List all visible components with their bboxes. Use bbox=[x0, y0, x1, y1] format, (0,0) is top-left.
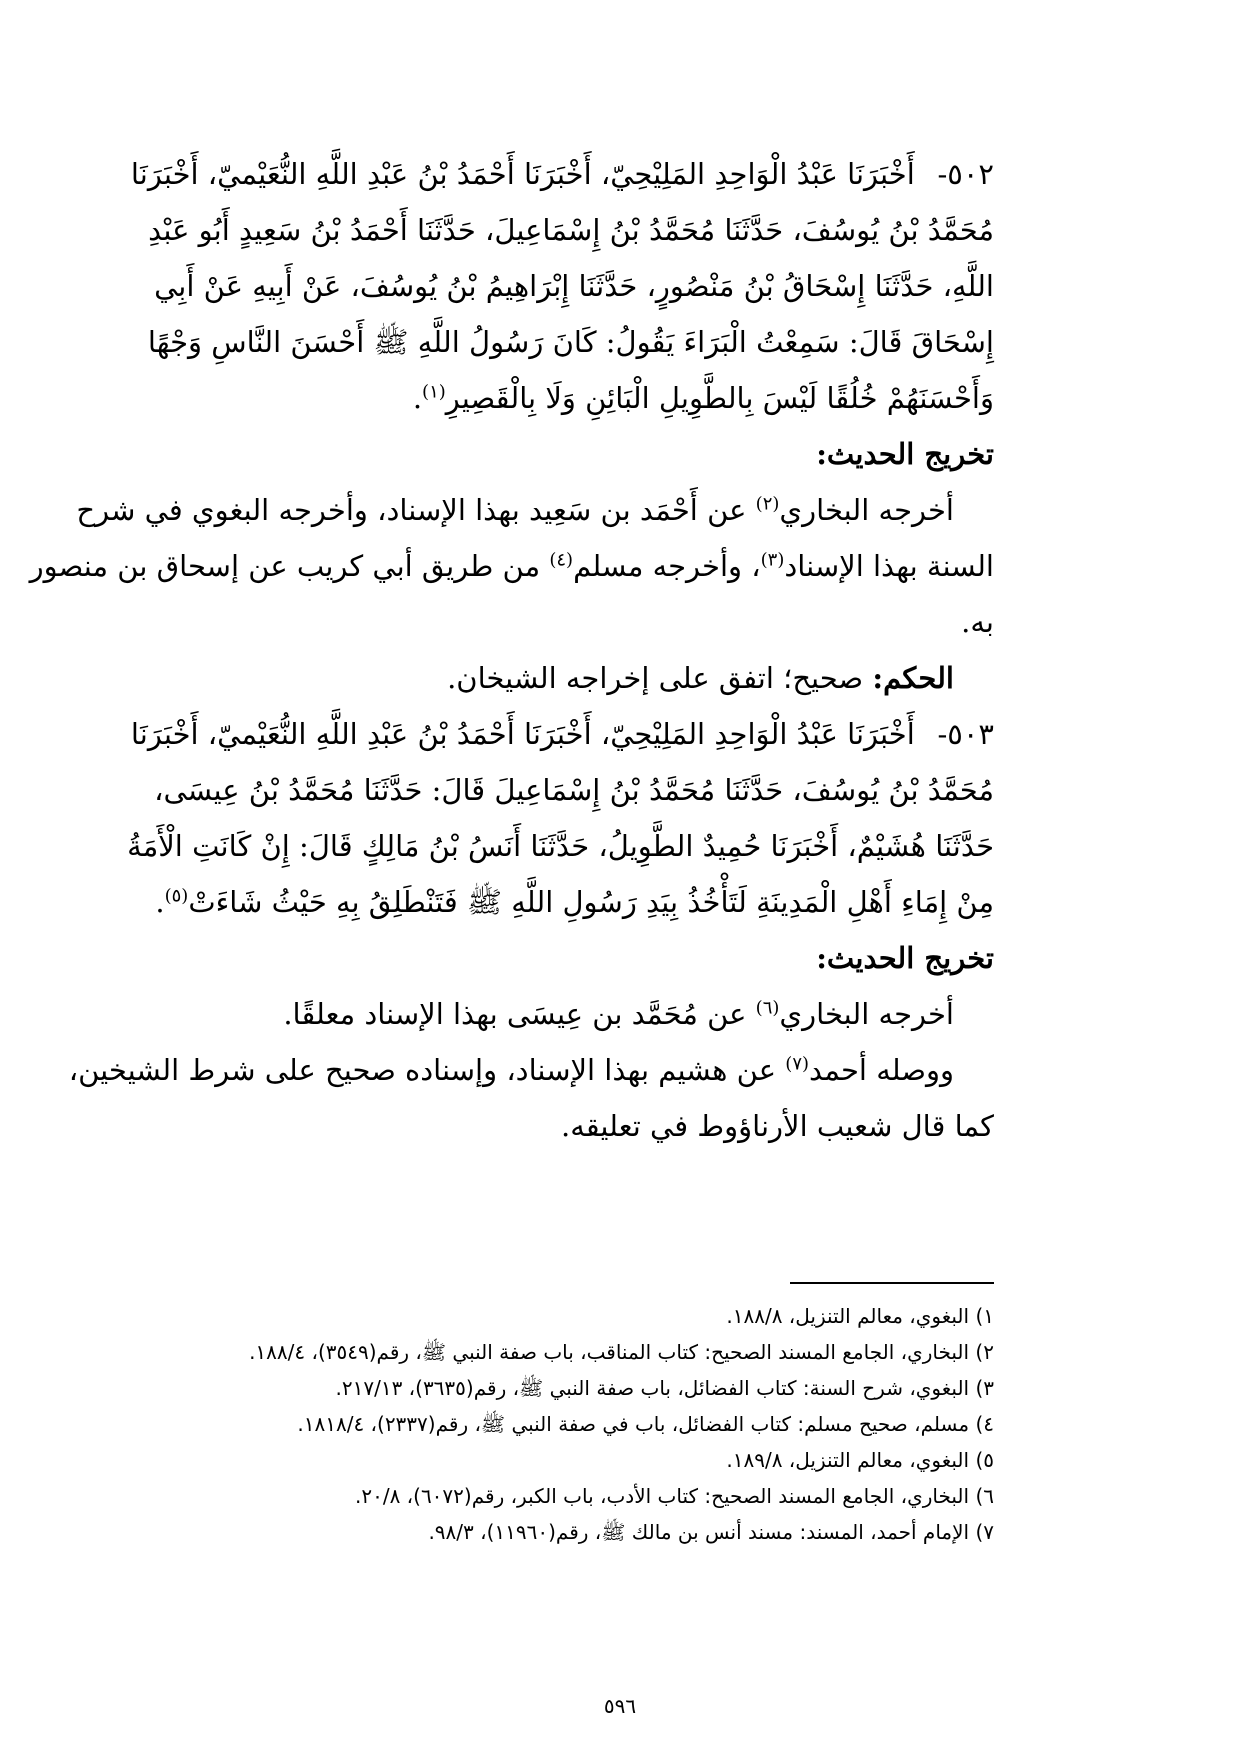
footnote-separator bbox=[790, 1282, 994, 1284]
footnote-4: ٤) مسلم، صحيح مسلم: كتاب الفضائل، باب في صفة النبي ﷺ، رقم(٢٣٣٧)، ١٨١٨/٤. bbox=[297, 1412, 994, 1436]
section-heading: تخريج الحديث: bbox=[816, 437, 994, 471]
hadith-503-line-1 bbox=[130, 706, 994, 762]
footnote-3: ٣) البغوي، شرح السنة: كتاب الفضائل، باب صفة النبي ﷺ، رقم(٣٦٣٥)، ٢١٧/١٣. bbox=[335, 1376, 994, 1400]
takhrij-text: عن هشيم بهذا الإسناد، وإسناده صحيح على شرط الشيخين، bbox=[68, 1053, 777, 1087]
takhrij-text: كما قال شعيب الأرناؤوط في تعليقه. bbox=[560, 1109, 994, 1143]
footnote-ref[interactable]: (٤) bbox=[549, 549, 574, 571]
hadith-text: أَخْبَرَنَا عَبْدُ الْوَاحِدِ المَلِيْحِيّ، أَخْبَرَنَا أَحْمَدُ بْنُ عَبْدِ اللَّهِ النُّعَيْميّ، أَخْبَرَنَا bbox=[130, 157, 915, 191]
hadith-text-end bbox=[148, 874, 994, 930]
footnote-ref[interactable]: (١) bbox=[422, 381, 446, 403]
hadith-text: حَدَّثَنَا هُشَيْمٌ، أَخْبَرَنَا حُمِيدٌ الطَّوِيلُ، حَدَّثَنَا أَنَسُ بْنُ مَالِكٍ قَالَ: إِنْ كَانَتِ الْأَمَةُ bbox=[127, 829, 994, 863]
takhrij-text: من طريق أبي كريب عن إسحاق بن منصور bbox=[29, 549, 541, 583]
takhrij-line bbox=[68, 1042, 994, 1098]
hadith-text: مُحَمَّدُ بْنُ يُوسُفَ، حَدَّثَنَا مُحَمَّدُ بْنُ إِسْمَاعِيلَ، حَدَّثَنَا أَحْمَدُ بْنُ سَعِيدٍ أَبُو عَبْدِ bbox=[148, 213, 994, 247]
hadith-section bbox=[29, 146, 994, 1154]
hadith-502-number: ٥٠٢- bbox=[937, 157, 994, 191]
footnotes bbox=[200, 1298, 994, 1550]
hadith-text-end bbox=[148, 370, 994, 426]
takhrij-text: أخرجه البخاري bbox=[779, 997, 954, 1031]
hadith-text: أَخْبَرَنَا عَبْدُ الْوَاحِدِ المَلِيْحِيّ، أَخْبَرَنَا أَحْمَدُ بْنُ عَبْدِ اللَّهِ النُّعَيْميّ، أَخْبَرَنَا bbox=[130, 717, 915, 751]
footnote-1: ١) البغوي، معالم التنزيل، ١٨٨/٨. bbox=[726, 1304, 994, 1328]
footnote-6: ٦) البخاري، الجامع المسند الصحيح: كتاب الأدب، باب الكبر، رقم(٦٠٧٢)، ٢٠/٨. bbox=[354, 1484, 994, 1508]
period: . bbox=[412, 381, 423, 415]
footnote-5: ٥) البغوي، معالم التنزيل، ١٨٩/٨. bbox=[726, 1448, 994, 1472]
hadith-text: إِسْحَاقَ قَالَ: سَمِعْتُ الْبَرَاءَ يَقُولُ: كَانَ رَسُولُ اللَّهِ ﷺ أَحْسَنَ النَّاسِ وَجْهًا bbox=[147, 325, 994, 359]
section-heading: تخريج الحديث: bbox=[816, 941, 994, 975]
footnote-ref[interactable]: (٣) bbox=[760, 549, 785, 571]
hadith-text: مُحَمَّدُ بْنُ يُوسُفَ، حَدَّثَنَا مُحَمَّدُ بْنُ إِسْمَاعِيلَ قَالَ: حَدَّثَنَا مُحَمَّدُ بْنُ عِيسَى، bbox=[154, 773, 994, 807]
hadith-text: اللَّهِ، حَدَّثَنَا إِسْحَاقُ بْنُ مَنْصُورٍ، حَدَّثَنَا إِبْرَاهِيمُ بْنُ يُوسُفَ، عَنْ أَبِيهِ عَنْ أَبِي bbox=[154, 269, 994, 303]
takhrij-line bbox=[148, 986, 994, 1042]
takhrij-text: ، وأخرجه مسلم bbox=[573, 549, 761, 583]
takhrij-text: السنة بهذا الإسناد bbox=[784, 549, 994, 583]
takhrij-line bbox=[29, 538, 994, 594]
hadith-text: وَأَحْسَنَهُمْ خُلُقًا لَيْسَ بِالطَّوِيلِ الْبَائِنِ وَلَا بِالْقَصِيرِ bbox=[445, 381, 994, 415]
footnote-7: ٧) الإمام أحمد، المسند: مسند أنس بن مالك ﷺ، رقم(١١٩٦٠)، ٩٨/٣. bbox=[428, 1520, 994, 1544]
takhrij-text: ووصله أحمد bbox=[809, 1053, 954, 1087]
ruling-label: الحكم: bbox=[872, 661, 954, 695]
takhrij-text: أخرجه البخاري bbox=[779, 493, 954, 527]
ruling-text: صحيح؛ اتفق على إخراجه الشيخان. bbox=[447, 661, 864, 695]
footnote-2: ٢) البخاري، الجامع المسند الصحيح: كتاب المناقب، باب صفة النبي ﷺ، رقم(٣٥٤٩)، ١٨٨/٤. bbox=[249, 1340, 994, 1364]
hadith-503-number: ٥٠٣- bbox=[937, 717, 994, 751]
period: . bbox=[155, 885, 165, 919]
takhrij-text: عن أَحْمَد بن سَعِيد بهذا الإسناد، وأخرجه البغوي في شرح bbox=[76, 493, 747, 527]
takhrij-line bbox=[76, 482, 994, 538]
takhrij-text: به. bbox=[961, 605, 994, 639]
hadith-text: مِنْ إِمَاءِ أَهْلِ الْمَدِينَةِ لَتَأْخُذُ بِيَدِ رَسُولِ اللَّهِ ﷺ فَتَنْطَلِقُ بِهِ حَيْثُ شَاءَتْ bbox=[188, 885, 994, 919]
footnote-ref[interactable]: (٦) bbox=[755, 997, 780, 1019]
page-number: ٥٩٦ bbox=[603, 1694, 637, 1718]
footnote-ref[interactable]: (٧) bbox=[785, 1053, 810, 1075]
footnote-ref[interactable]: (٥) bbox=[164, 885, 189, 907]
takhrij-text: عن مُحَمَّد بن عِيسَى بهذا الإسناد معلقًا. bbox=[283, 997, 747, 1031]
ruling-line bbox=[148, 650, 994, 706]
footnote-ref[interactable]: (٢) bbox=[755, 493, 780, 515]
hadith-502-line-1 bbox=[130, 146, 994, 202]
